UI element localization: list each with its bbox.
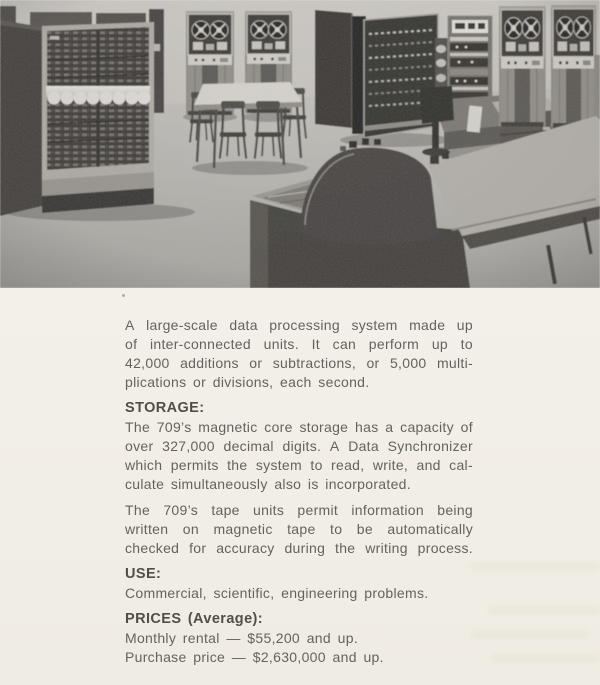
use-heading: USE: [125,566,162,582]
text-line: plications or divisions, each second. [125,374,370,390]
print-bleedthrough [470,630,590,639]
text-line: of inter-connected units. It can perform up to [125,336,473,352]
text-line: checked for accuracy during the writing process. [125,540,473,556]
text-line: over 327,000 decimal digits. A Data Synchronizer [125,438,473,454]
text-line: written on magnetic tape to be automatically [125,521,473,537]
computer-room-illustration [0,0,600,288]
print-bleedthrough [470,562,600,571]
system-photo [0,0,600,288]
storage-paragraph-1 [125,418,473,494]
photo-grain [0,0,600,288]
text-line: Monthly rental — $55,200 and up. [125,630,359,646]
text-line: The 709’s tape units permit information being [125,502,473,518]
intro-paragraph [125,316,473,392]
text-line: Commercial, scientific, engineering problems. [125,585,429,601]
text-line: The 709’s magnetic core storage has a capacity of [125,419,473,435]
text-line: culate simultaneously also is incorporated. [125,476,411,492]
text-line: Purchase price — $2,630,000 and up. [125,649,384,665]
text-line: 42,000 additions or subtractions, or 5,000 multi- [125,355,473,371]
prices-heading: PRICES (Average): [125,611,263,627]
text-line: A large-scale data processing system made up [125,317,473,333]
description-text [125,316,473,674]
text-line: which permits the system to read, write, and cal- [125,457,473,473]
print-bleedthrough [488,606,600,615]
storage-heading: STORAGE: [125,400,205,416]
use-paragraph [125,584,473,603]
prices-paragraph [125,629,473,667]
print-bleedthrough [492,654,600,663]
scan-speck [122,294,125,297]
storage-paragraph-2 [125,501,473,558]
